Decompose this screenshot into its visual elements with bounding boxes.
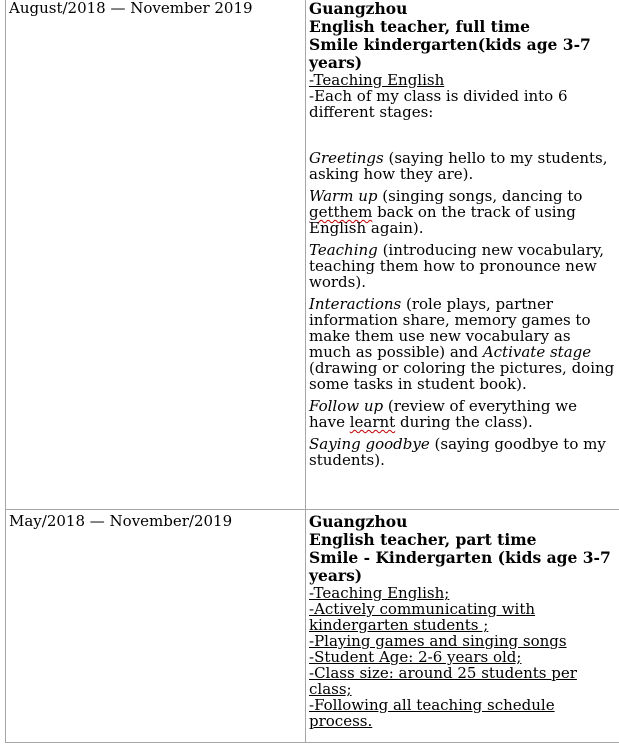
- experience-table: [5, 0, 619, 743]
- duty-item: -Playing games and singing songs: [309, 632, 567, 650]
- table-row: [6, 0, 619, 510]
- stage-name: Follow up: [309, 397, 384, 415]
- stage-desc: during the class).: [395, 413, 533, 431]
- spelling-flag: getthem: [309, 203, 373, 221]
- city: Guangzhou: [309, 0, 408, 18]
- stages-intro: -Each of my class is divided into 6 different stages:: [309, 87, 568, 121]
- stage-name: Teaching: [309, 241, 378, 259]
- stage-warm-up: [309, 188, 617, 236]
- stage-desc: (saying goodbye to my students).: [309, 435, 606, 469]
- stage-desc: (singing songs, dancing to: [377, 187, 583, 205]
- stage-greetings: [309, 150, 617, 182]
- school-name: Smile kindergarten(kids age 3-7 years): [309, 35, 591, 72]
- details-cell: [306, 510, 619, 743]
- stage-follow-up: [309, 398, 617, 430]
- date-cell: [6, 0, 306, 510]
- job-title: English teacher, full time: [309, 17, 530, 36]
- duty-item: -Teaching English;: [309, 584, 450, 602]
- stage-saying-goodbye: [309, 436, 617, 468]
- spelling-flag: learnt: [349, 413, 396, 431]
- date-range: August/2018 — November 2019: [9, 0, 253, 17]
- stage-desc: back on the track of using English again).: [309, 203, 576, 237]
- stage-desc: (introducing new vocabulary, teaching them how to pronounce new words).: [309, 241, 605, 291]
- stage-name: Greetings: [309, 149, 384, 167]
- stage-teaching: [309, 242, 617, 290]
- stage-name: Warm up: [309, 187, 378, 205]
- stage-desc: (drawing or coloring the pictures, doing some tasks in student book).: [309, 359, 615, 393]
- duty-item: -Student Age: 2-6 years old;: [309, 648, 522, 666]
- duty-item: -Class size: around 25 students per class;: [309, 664, 577, 698]
- duty-item: -Teaching English: [309, 71, 445, 89]
- city: Guangzhou: [309, 512, 408, 531]
- stage-name: Activate stage: [482, 343, 592, 361]
- stage-name: Saying goodbye: [309, 435, 430, 453]
- duty-item: -Following all teaching schedule process.: [309, 696, 555, 730]
- duty-item: -Actively communicating with kindergarten students ;: [309, 600, 536, 634]
- stage-desc: (review of everything we have: [309, 397, 578, 431]
- table-row: [6, 510, 619, 743]
- job-title: English teacher, part time: [309, 530, 537, 549]
- stage-desc: (saying hello to my students, asking how they are).: [309, 149, 608, 183]
- date-cell: [6, 510, 306, 743]
- details-cell: [306, 0, 619, 510]
- stage-name: Interactions: [309, 295, 402, 313]
- stage-interactions: [309, 296, 617, 392]
- date-range: May/2018 — November/2019: [9, 512, 233, 530]
- school-name: Smile - Kindergarten (kids age 3-7 years): [309, 548, 611, 585]
- stage-desc: (role plays, partner information share, memory games to make them use new vocabulary as much as possible) and: [309, 295, 591, 361]
